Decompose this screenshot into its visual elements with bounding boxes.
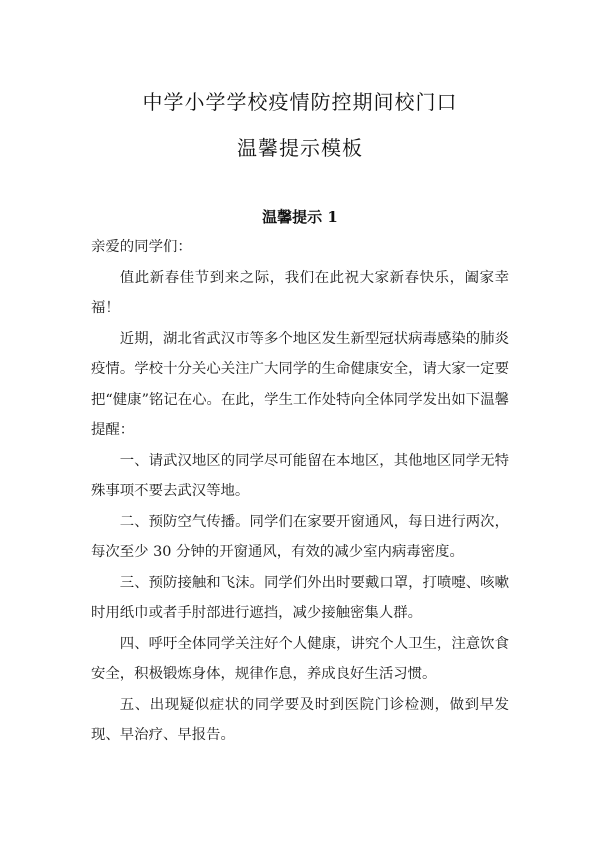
section-subtitle: 温馨提示 1 (262, 208, 338, 226)
paragraph-point-3: 三、预防接触和飞沫。同学们外出时要戴口罩，打喷嚏、咳嗽时用纸巾或者手肘部进行遮挡，减少接触密集人群。 (91, 574, 509, 621)
paragraph-new-year-greeting: 值此新春佳节到来之际，我们在此祝大家新春快乐，阖家幸福！ (91, 269, 509, 316)
greeting: 亲爱的同学们： (91, 239, 192, 255)
document-title-line-2: 温馨提示模板 (237, 136, 363, 160)
paragraph-epidemic-notice: 近期，湖北省武汉市等多个地区发生新型冠状病毒感染的肺炎疫情。学校十分关心关注广大同学的生命健康安全，请大家一定要把“健康”铭记在心。在此，学生工作处特向全体同学发出如下温馨提醒： (91, 330, 509, 438)
paragraph-point-4: 四、呼吁全体同学关注好个人健康，讲究个人卫生，注意饮食安全，积极锻炼身体，规律作息，养成良好生活习惯。 (91, 635, 509, 682)
paragraph-point-5: 五、出现疑似症状的同学要及时到医院门诊检测，做到早发现、早治疗、早报告。 (91, 696, 509, 743)
paragraph-point-1: 一、请武汉地区的同学尽可能留在本地区，其他地区同学无特殊事项不要去武汉等地。 (91, 452, 509, 499)
document-title-line-1: 中学小学学校疫情防控期间校门口 (142, 90, 458, 114)
paragraph-point-2: 二、预防空气传播。同学们在家要开窗通风，每日进行两次，每次至少 30 分钟的开窗通风，有效的减少室内病毒密度。 (91, 513, 509, 560)
document-body (91, 232, 509, 751)
